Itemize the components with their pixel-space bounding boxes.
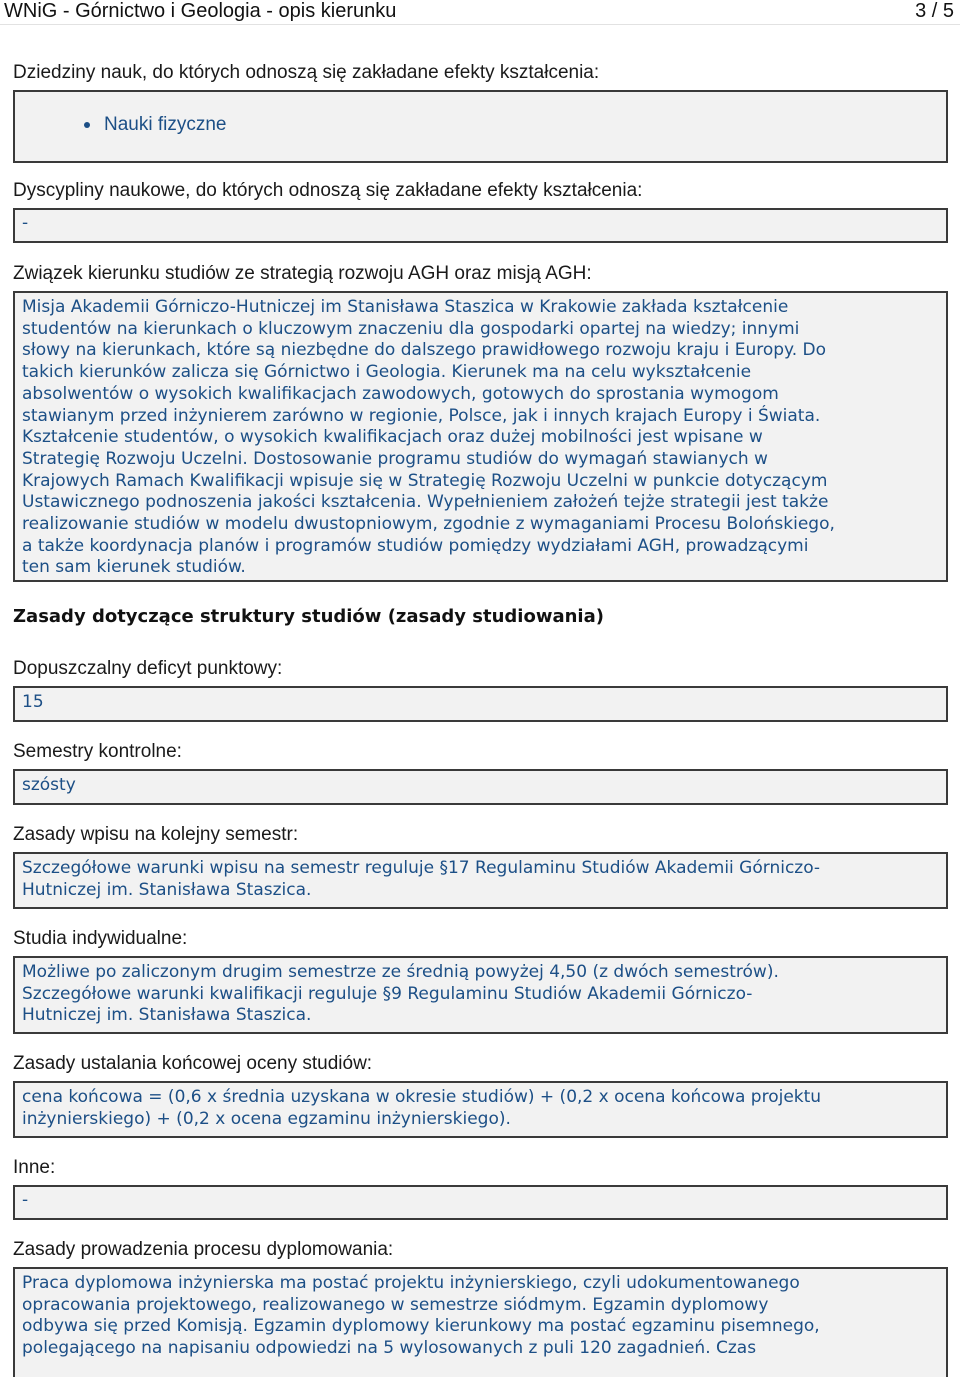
text-line: słowy na kierunkach, które są niezbędne do dalszego prawidłowego rozwoju kraju i Europy. Do [22, 340, 826, 361]
text-line: Praca dyplomowa inżynierska ma postać projektu inżynierskiego, czyli udokumentowanego [22, 1273, 800, 1293]
other-label: Inne: [13, 1157, 56, 1178]
disciplines-box [13, 208, 948, 243]
text-line: Szczegółowe warunki wpisu na semestr reguluje §17 Regulaminu Studiów Akademii Górniczo- [22, 858, 821, 878]
fields-of-science-list [22, 114, 939, 136]
text-line: odbywa się przed Komisją. Egzamin dyplomowy kierunkowy ma postać egzaminu pisemnego, [22, 1316, 820, 1337]
strategy-text [22, 297, 939, 579]
text-line: a także koordynacja planów i programów studiów pomiędzy wydziałami AGH, prowadzącymi [22, 535, 809, 556]
text-line: Hutniczej im. Stanisława Staszica. [22, 1005, 312, 1026]
section-heading: Zasady dotyczące struktury studiów (zasady studiowania) [13, 606, 604, 627]
disciplines-label: Dyscypliny naukowe, do których odnoszą się zakładane efekty kształcenia: [13, 180, 643, 201]
individual-studies-label: Studia indywidualne: [13, 928, 188, 949]
diploma-label: Zasady prowadzenia procesu dyplomowania: [13, 1239, 394, 1260]
text-line: ten sam kierunek studiów. [22, 557, 246, 578]
individual-studies-box [13, 956, 948, 1034]
text-line: Krajowych Ramach Kwalifikacji wpisuje się w Strategię Rozwoju Uczelni w punkcie dotyczącym [22, 470, 828, 491]
text-line: Kształcenie studentów, o wysokich kwalifikacjach oraz dużej mobilności jest wpisane w [22, 427, 763, 448]
deficit-label: Dopuszczalny deficyt punktowy: [13, 658, 283, 679]
page-header [0, 0, 960, 25]
control-semesters-value: szósty [22, 775, 76, 795]
text-line: takich kierunków zalicza się Górnictwo i Geologia. Kierunek ma na celu wykształcenie [22, 362, 752, 383]
fields-of-science-label: Dziedziny nauk, do których odnoszą się zakładane efekty kształcenia: [13, 62, 600, 83]
final-grade-box [13, 1081, 948, 1138]
text-line: Strategię Rozwoju Uczelni. Dostosowanie programu studiów do wymagań stawianych w [22, 448, 768, 469]
text-line: Możliwe po zaliczonym drugim semestrze ze średnią powyżej 4,50 (z dwóch semestrów). [22, 962, 779, 982]
enrollment-label: Zasady wpisu na kolejny semestr: [13, 824, 299, 845]
page-counter: 3 / 5 [915, 0, 954, 22]
text-line: realizowanie studiów w modelu dwustopniowym, zgodnie z wymaganiami Procesu Bolońskiego, [22, 514, 835, 535]
control-semesters-box [13, 769, 948, 805]
deficit-value: 15 [22, 692, 44, 712]
document-title: WNiG - Górnictwo i Geologia - opis kierunku [4, 0, 397, 22]
strategy-box [13, 291, 948, 582]
text-line: Hutniczej im. Stanisława Staszica. [22, 879, 312, 900]
text-line: cena końcowa = (0,6 x średnia uzyskana w okresie studiów) + (0,2 x ocena końcowa projektu [22, 1087, 822, 1107]
text-line: Szczegółowe warunki kwalifikacji reguluje §9 Regulaminu Studiów Akademii Górniczo- [22, 983, 753, 1004]
text-line: studentów na kierunkach o kluczowym znaczeniu dla gospodarki opartej na wiedzy; innymi [22, 318, 800, 339]
other-value: - [22, 1190, 29, 1210]
text-line: Ustawicznego podnoszenia jakości kształcenia. Wypełnieniem założeń tejże strategii jest także [22, 492, 829, 513]
text-line: polegającego na napisaniu odpowiedzi na 5 wylosowanych z puli 120 zagadnień. Czas [22, 1338, 757, 1359]
control-semesters-label: Semestry kontrolne: [13, 741, 182, 762]
text-line: absolwentów o wysokich kwalifikacjach zawodowych, gotowych do sprostania wymogom [22, 383, 779, 404]
document-body [13, 62, 948, 1377]
strategy-label: Związek kierunku studiów ze strategią rozwoju AGH oraz misją AGH: [13, 263, 592, 284]
diploma-box [13, 1267, 948, 1377]
enrollment-box [13, 852, 948, 909]
text-line: opracowania projektowego, realizowanego w semestrze siódmym. Egzamin dyplomowy [22, 1294, 769, 1315]
deficit-box [13, 686, 948, 722]
list-item: Nauki fizyczne [104, 114, 939, 136]
text-line: stawianym przed inżynierem zarówno w regionie, Polsce, jak i innych krajach Europy i Świata. [22, 405, 821, 426]
final-grade-label: Zasady ustalania końcowej oceny studiów: [13, 1053, 373, 1074]
fields-of-science-box [13, 90, 948, 163]
text-line: inżynierskiego) + (0,2 x ocena egzaminu inżynierskiego). [22, 1108, 511, 1129]
text-line: Misja Akademii Górniczo-Hutniczej im Stanisława Staszica w Krakowie zakłada kształcenie [22, 297, 789, 317]
disciplines-value: - [22, 213, 29, 233]
other-box [13, 1185, 948, 1220]
